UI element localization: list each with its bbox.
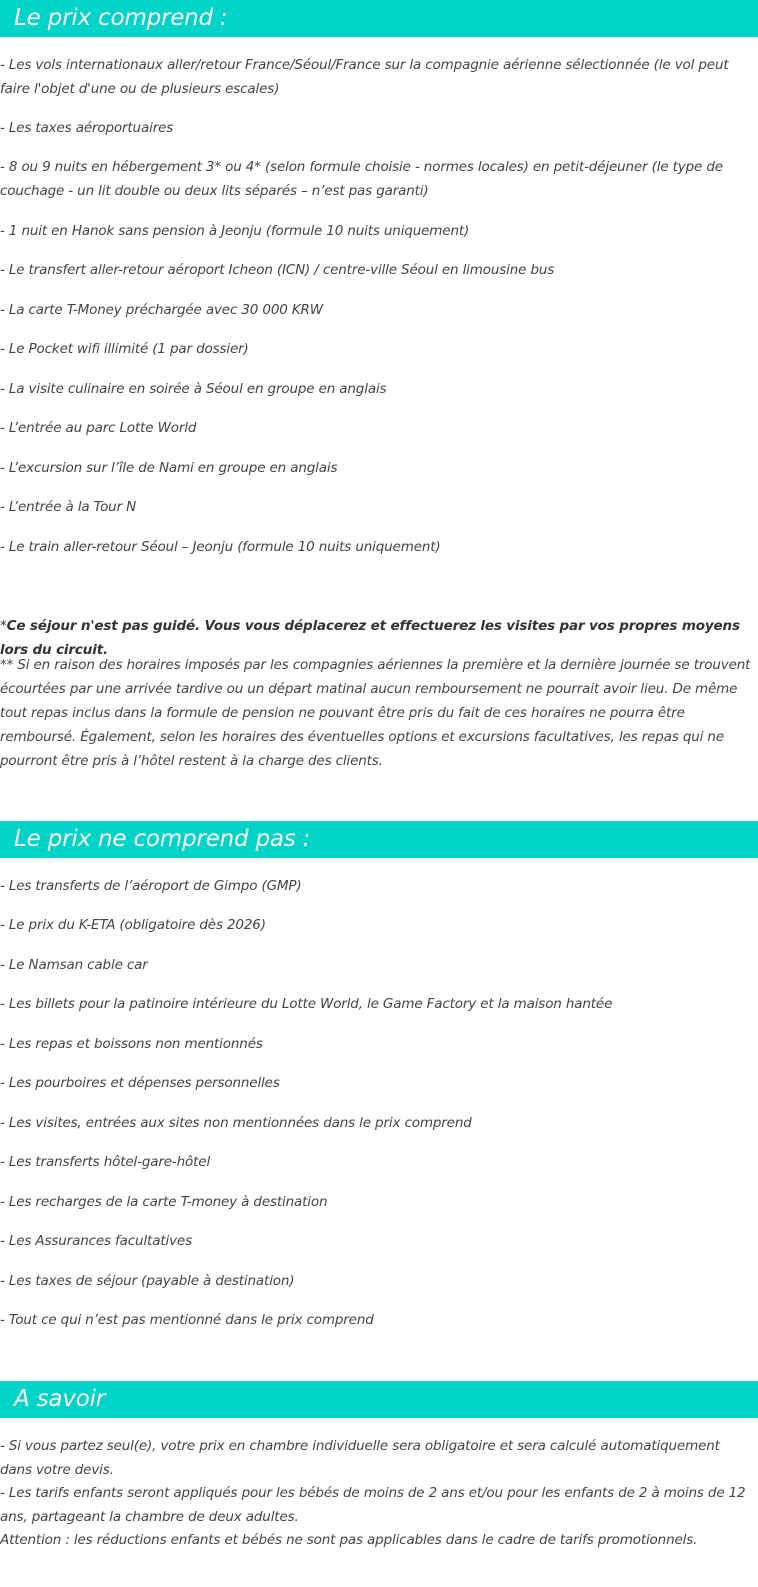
excludes-item-visits: - Les visites, entrées aux sites non mentionnées dans le prix comprend — [0, 1115, 472, 1131]
section-title-info: A savoir — [14, 1386, 106, 1412]
excludes-item-insurance: - Les Assurances facultatives — [0, 1233, 192, 1249]
includes-item-jeonju-train: - Le train aller-retour Séoul – Jeonju (formule 10 nuits uniquement) — [0, 539, 441, 555]
info-item-promo-warning: Attention : les réductions enfants et bébés ne sont pas applicables dans le cadre de tarifs promotionnels. — [0, 1532, 698, 1548]
includes-item-nami-excursion: - L’excursion sur l’île de Nami en groupe en anglais — [0, 460, 338, 476]
section-header-includes — [0, 0, 758, 37]
excludes-item-cable-car: - Le Namsan cable car — [0, 957, 148, 973]
excludes-item-lotte-tickets: - Les billets pour la patinoire intérieure du Lotte World, le Game Factory et la maison hantée — [0, 996, 613, 1012]
includes-item-pocket-wifi: - Le Pocket wifi illimité (1 par dossier) — [0, 341, 249, 357]
excludes-item-station-transfers: - Les transferts hôtel-gare-hôtel — [0, 1154, 211, 1170]
excludes-item-keta: - Le prix du K-ETA (obligatoire dès 2026) — [0, 917, 266, 933]
includes-item-lotte-world: - L’entrée au parc Lotte World — [0, 420, 197, 436]
note-bold-text: Ce séjour n'est pas guidé. Vous vous déplacerez et effectuerez les visites par vos propres moyens lors du circuit. — [0, 618, 740, 658]
excludes-item-gimpo-transfers: - Les transferts de l’aéroport de Gimpo (GMP) — [0, 878, 302, 894]
includes-item-flights: - Les vols internationaux aller/retour France/Séoul/France sur la compagnie aérienne sélectionnée (le vol peut faire l'objet d'une ou de plusieurs escales) — [0, 57, 729, 97]
section-title-excludes: Le prix ne comprend pas : — [14, 826, 311, 852]
section-title-includes: Le prix comprend : — [14, 5, 228, 31]
includes-item-tmoney-card: - La carte T-Money préchargée avec 30 000 KRW — [0, 302, 323, 318]
includes-item-hanok-night: - 1 nuit en Hanok sans pension à Jeonju (formule 10 nuits uniquement) — [0, 223, 470, 239]
includes-item-hotel-nights: - 8 ou 9 nuits en hébergement 3* ou 4* (selon formule choisie - normes locales) en petit-déjeuner (le type de couchage - un lit double ou deux lits séparés – n’est pas garanti) — [0, 159, 723, 199]
includes-item-airport-taxes: - Les taxes aéroportuaires — [0, 120, 174, 136]
section-header-excludes — [0, 821, 758, 858]
section-header-info — [0, 1381, 758, 1418]
excludes-item-tmoney-recharge: - Les recharges de la carte T-money à destination — [0, 1194, 328, 1210]
note-star: * — [0, 618, 7, 634]
info-item-child-rates: - Les tarifs enfants seront appliqués pour les bébés de moins de 2 ans et/ou pour les enfants de 2 à moins de 12 ans, partageant la chambre de deux adultes. — [0, 1485, 746, 1525]
includes-item-n-tower: - L’entrée à la Tour N — [0, 499, 137, 515]
info-item-single-room: - Si vous partez seul(e), votre prix en chambre individuelle sera obligatoire et sera calculé automatiquement dans votre devis. — [0, 1438, 720, 1478]
schedule-disclaimer: ** Si en raison des horaires imposés par les compagnies aériennes la première et la dernière journée se trouvent écourtées par une arrivée tardive ou un départ matinal aucun remboursement ne pourrait avoir lieu. De même tout repas inclus dans la formule de pension ne pouvant être pris du fait de ces horaires ne pourra être remboursé. Également, selon les horaires des éventuelles options et excursions facultatives, les repas qui ne pourront être pris à l’hôtel restent à la charge des clients. — [0, 657, 751, 769]
includes-item-food-tour: - La visite culinaire en soirée à Séoul en groupe en anglais — [0, 381, 387, 397]
includes-item-limousine-transfer: - Le transfert aller-retour aéroport Icheon (ICN) / centre-ville Séoul en limousine bus — [0, 262, 555, 278]
excludes-item-tourist-tax: - Les taxes de séjour (payable à destination) — [0, 1273, 295, 1289]
excludes-item-meals: - Les repas et boissons non mentionnés — [0, 1036, 263, 1052]
excludes-item-other: - Tout ce qui n’est pas mentionné dans le prix comprend — [0, 1312, 374, 1328]
excludes-item-tips: - Les pourboires et dépenses personnelles — [0, 1075, 280, 1091]
